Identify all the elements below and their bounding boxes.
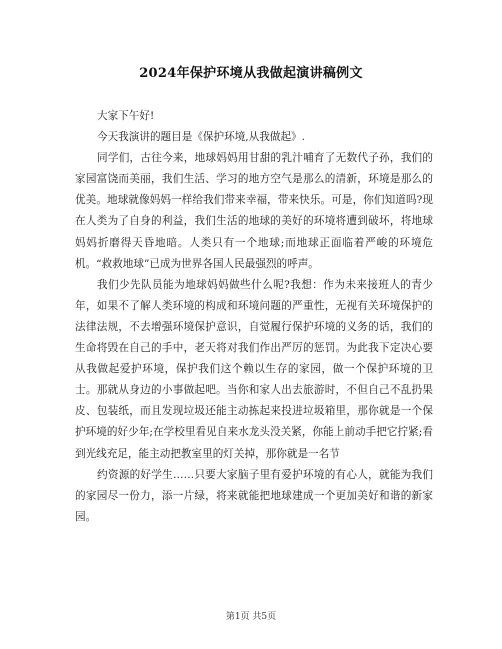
page-number-footer: 第1页 共5页 xyxy=(225,612,277,622)
body-paragraph: 我们少先队员能为地球妈妈做些什么呢?我想：作为未来接班人的青少年，如果不了解人类环境的构成和环境问题的严重性，无视有关环境保护的法律法规，不去增强环境保护意识，自觉履行保护环境的义务的话，我们的生命将毁在自己的手中，老天将对我们作出严厉的惩罚。为此我下定决心要从我做起爱护环境，保护我们这个赖以生存的家园，做一个保护环境的卫士。那就从身边的小事做起吧。当你和家人出去旅游时，不但自己不乱扔果皮、包装纸，而且发现垃圾还能主动拣起来投进垃圾箱里，那你就是一个保护环境的好少年;在学校里看见自来水龙头没关紧，你能上前动手把它拧紧;看到光线充足，能主动把教室里的灯关掉，那你就是一名节 xyxy=(75,278,433,460)
topic-paragraph: 今天我演讲的题目是《保护环境,从我做起》. xyxy=(97,131,306,144)
body-paragraph: 约资源的好学生……只要大家脑子里有爱护环境的有心人，就能为我们的家园尽一份力，添一片绿，将来就能把地球建成一个更加美好和谐的新家园。 xyxy=(75,468,433,523)
body-paragraph: 同学们，古往今来，地球妈妈用甘甜的乳汁哺育了无数代子孙，我们的家园富饶而美丽，我们生活、学习的地方空气是那么的清新，环境是那么的优美。地球就像妈妈一样给我们带来幸福，带来快乐。可是，你们知道吗?现在人类为了自身的利益，我们生活的地球的美好的环境将遭到破坏，将地球妈妈折磨得天昏地暗。人类只有一个地球;而地球正面临着严峻的环境危机。“救救地球”已成为世界各国人民最强烈的呼声。 xyxy=(75,152,433,270)
greeting-paragraph: 大家下午好! xyxy=(97,110,155,122)
document-body xyxy=(75,106,433,528)
document-title: 2024年保护环境从我做起演讲稿例文 xyxy=(139,66,363,81)
